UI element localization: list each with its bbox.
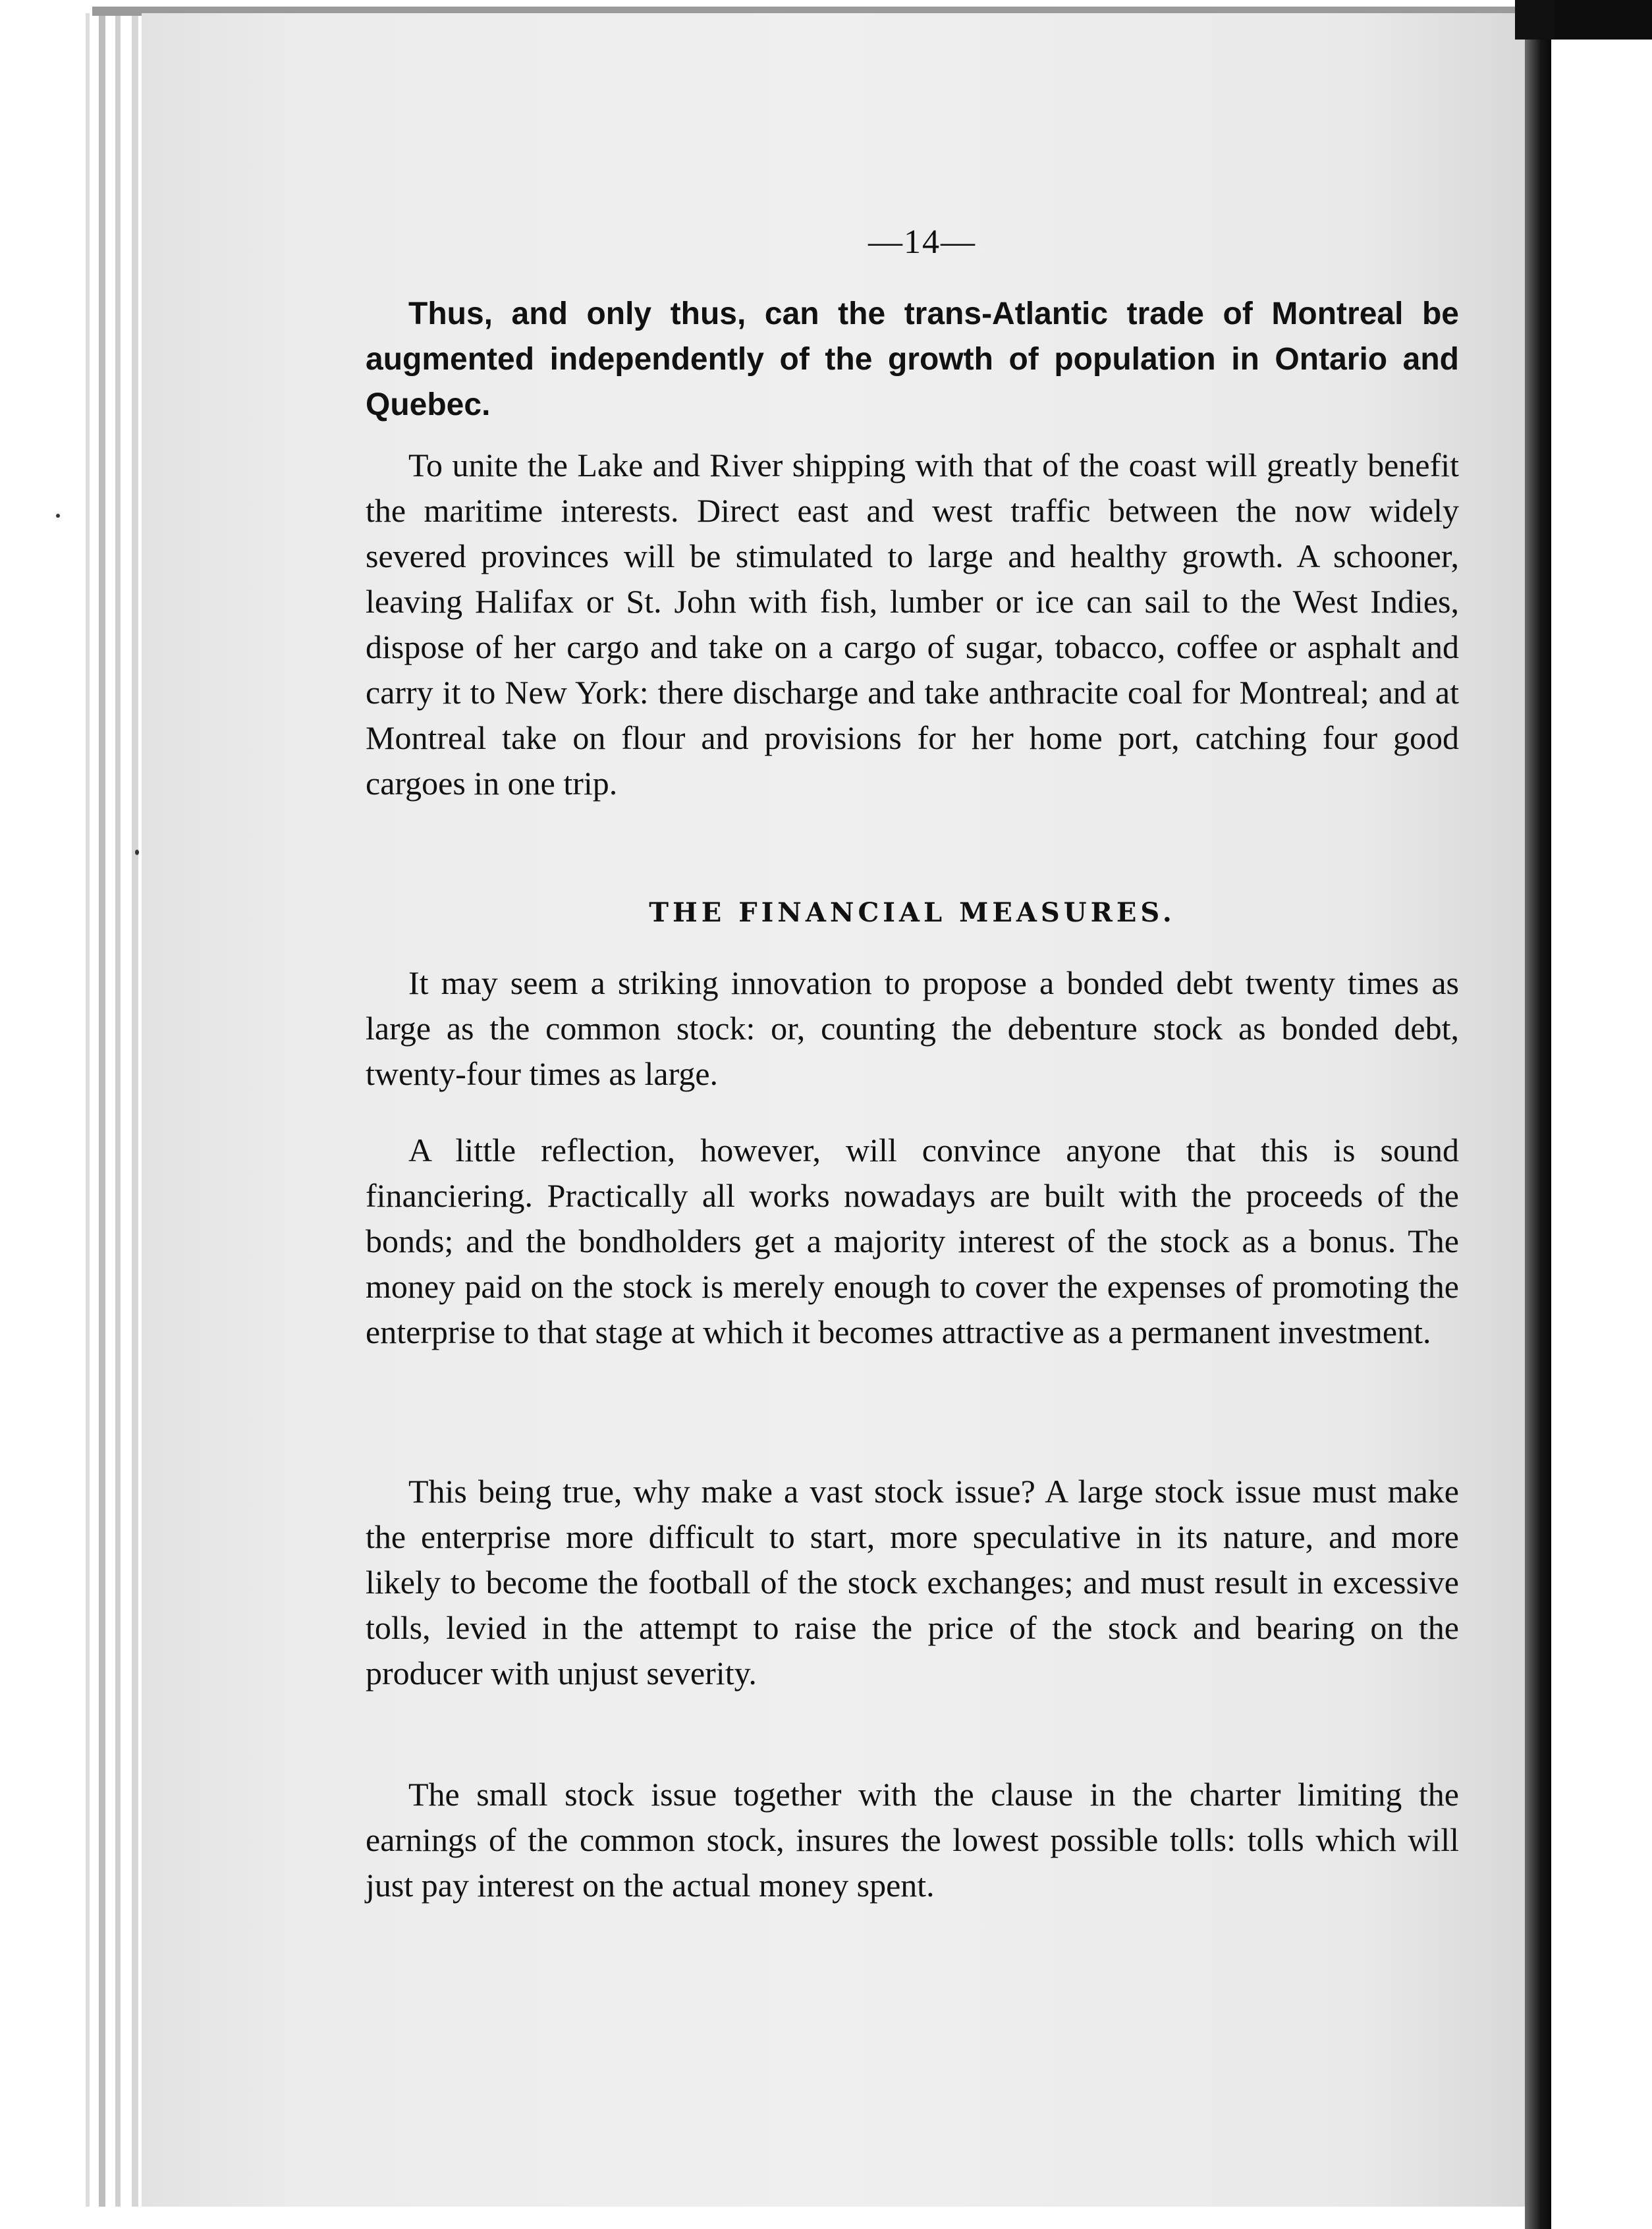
paragraph-6 [366,1772,1459,1908]
paragraph-text: Thus, and only thus, can the trans-Atlantic trade of Montreal be augmented independently of the growth of population in Ontario and Quebec. [366,296,1459,422]
binding-top [1515,0,1555,40]
page-edge [86,13,90,2207]
paragraph-text: A little reflection, however, will convince anyone that this is sound financiering. Practically all works nowadays are built with the proceeds of the bonds; and the bondholders get a majority interest of the stock as a bonus. The money paid on the stock is merely enough to cover the expenses of promoting the enterprise to that stage at which it becomes attractive as a permanent investment. [366,1132,1459,1350]
scan-speck [135,850,139,855]
paragraph-5 [366,1469,1459,1696]
scan-margin [0,0,79,2229]
book-binding [1525,40,1551,2229]
paragraph-2 [366,443,1459,806]
section-heading: THE FINANCIAL MEASURES. [649,897,1176,928]
paragraph-text: To unite the Lake and River shipping with that of the coast will greatly benefit the maritime interests. Direct east and west traffic between the now widely severed provinces will be stimulated to large and healthy growth. A schooner, leaving Halifax or St. John with fish, lumber or ice can sail to the West Indies, dispose of her cargo and take on a cargo of sugar, tobacco, coffee or asphalt and carry it to New York: there discharge and take anthracite coal for Montreal; and at Montreal take on flour and provisions for her home port, catching four good cargoes in one trip. [366,447,1459,802]
page-number: —14— [868,223,976,261]
paragraph-4 [366,1128,1459,1355]
facing-page [1551,40,1652,2229]
paragraph-text: It may seem a striking innovation to propose a bonded debt twenty times as large as the common stock: or, counting the debenture stock as bonded debt, twenty-four times as large. [366,964,1459,1092]
paragraph-text: The small stock issue together with the clause in the charter limiting the earnings of the common stock, insures the lowest possible tolls: tolls which will just pay interest on the actual money spent. [366,1776,1459,1904]
scan-speck [56,514,60,518]
paragraph-3 [366,960,1459,1097]
page-edge [99,13,105,2207]
paragraph-text: This being true, why make a vast stock issue? A large stock issue must make the enterprise more difficult to start, more speculative in its nature, and more likely to become the football of the stock exchanges; and must result in excessive tolls, levied in the attempt to raise the price of the stock and bearing on the producer with unjust severity. [366,1473,1459,1692]
page-edge [115,13,121,2207]
paragraph-1 [366,291,1459,427]
page-edge [132,13,138,2207]
